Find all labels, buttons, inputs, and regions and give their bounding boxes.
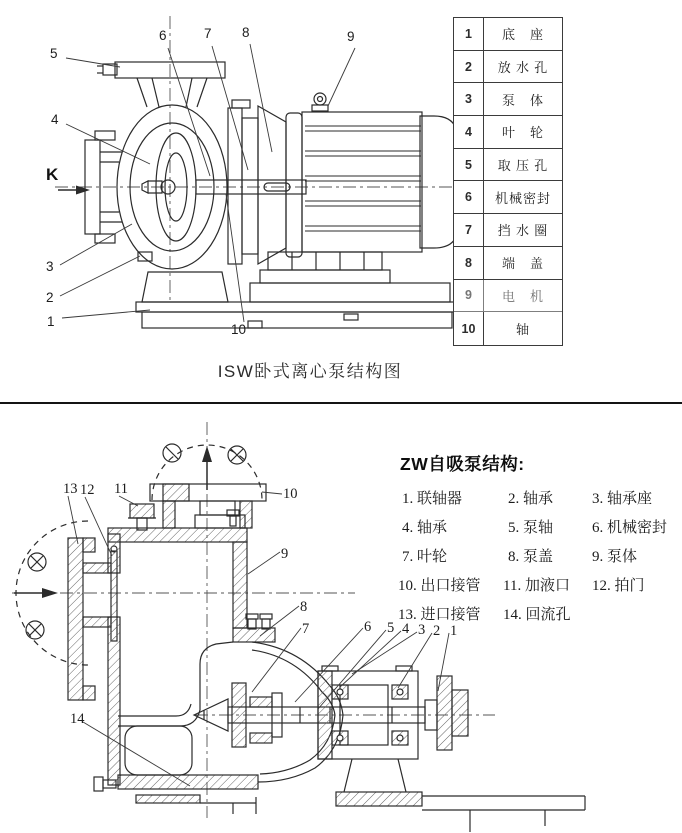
legend-item: 12. 拍门 [592, 578, 645, 594]
motor-foot [250, 252, 450, 302]
legend-item: 1. 联轴器 [402, 491, 463, 507]
part-name: 机械密封 [494, 190, 551, 206]
legend-item: 13. 进口接管 [398, 607, 481, 623]
table-row [454, 247, 562, 280]
legend-item: 9. 泵体 [592, 549, 638, 565]
seal-housing [228, 100, 286, 264]
part-name: 轴 [515, 322, 530, 338]
part-name: 取 压 孔 [497, 158, 549, 174]
table-row [454, 214, 562, 247]
inlet-pipe [68, 538, 111, 700]
inlet-arrow-icon [14, 588, 58, 598]
isw-parts-table [453, 17, 563, 346]
part-number: 7 [454, 214, 484, 246]
mechanical-seal [250, 693, 282, 743]
callout-8: 8 [300, 599, 308, 615]
isw-diagram [0, 0, 682, 404]
motor [250, 93, 458, 302]
pump-support [142, 272, 228, 302]
callout-7: 7 [204, 26, 212, 41]
callout-7: 7 [302, 621, 310, 637]
motor-fins [305, 126, 421, 231]
callout-12: 12 [80, 482, 95, 498]
part-number: 6 [454, 181, 484, 213]
coupling [425, 676, 468, 750]
callout-3: 3 [418, 622, 426, 638]
legend-item: 11. 加液口 [503, 578, 570, 594]
callout-13: 13 [63, 481, 78, 497]
legend-item: 6. 机械密封 [592, 520, 668, 536]
callout-6: 6 [159, 28, 167, 43]
part-name: 端 盖 [501, 256, 544, 272]
discharge-flange [97, 62, 225, 107]
pump-body [108, 528, 275, 789]
callout-6: 6 [364, 619, 372, 635]
legend-item: 7. 叶轮 [402, 549, 448, 565]
cover-bolts [246, 614, 272, 629]
part-number: 3 [454, 83, 484, 115]
callout-10: 10 [231, 322, 247, 337]
table-row [454, 83, 562, 116]
callout-11: 11 [114, 481, 128, 497]
table-row [454, 280, 562, 313]
callout-5: 5 [50, 46, 58, 61]
part-name: 叶 轮 [501, 125, 544, 141]
table-row [454, 312, 562, 345]
callout-4: 4 [51, 112, 59, 127]
part-name: 底 座 [501, 27, 544, 43]
discharge-flange [150, 484, 266, 528]
zw-legend-title: ZW自吸泵结构: [400, 454, 525, 474]
callout-5: 5 [387, 620, 395, 636]
base-frame [136, 302, 458, 328]
callout-1: 1 [450, 623, 458, 639]
table-row [454, 181, 562, 214]
leader-lines [60, 44, 355, 322]
part-number: 1 [454, 18, 484, 50]
callout-4: 4 [402, 621, 410, 637]
part-name: 挡 水 圈 [497, 223, 549, 239]
callout-1: 1 [47, 314, 55, 329]
part-number: 2 [454, 51, 484, 83]
legend-item: 5. 泵轴 [508, 520, 554, 536]
legend-item: 2. 轴承 [508, 491, 554, 507]
table-row [454, 18, 562, 51]
table-row [454, 149, 562, 182]
part-number: 5 [454, 149, 484, 181]
legend-item: 10. 出口接管 [398, 578, 481, 594]
legend-item: 4. 轴承 [402, 520, 448, 536]
part-number: 9 [454, 280, 484, 312]
part-name: 放 水 孔 [497, 60, 549, 76]
part-name: 电 机 [501, 288, 544, 304]
part-number: 10 [454, 312, 484, 345]
table-row [454, 116, 562, 149]
legend-item: 8. 泵盖 [508, 549, 554, 565]
outlet-arrow-icon [202, 446, 212, 490]
part-number: 4 [454, 116, 484, 148]
isw-caption: ISW卧式离心泵结构图 [217, 362, 403, 381]
callout-2: 2 [433, 623, 441, 639]
legend-item: 14. 回流孔 [503, 607, 571, 623]
callout-10: 10 [283, 486, 298, 502]
part-number: 8 [454, 247, 484, 279]
table-row [454, 51, 562, 84]
callout-9: 9 [281, 546, 289, 562]
part-name: 泵 体 [501, 92, 544, 108]
callout-9: 9 [347, 29, 355, 44]
centerlines [55, 16, 468, 300]
view-k-label: K [46, 165, 59, 184]
zw-diagram [0, 404, 682, 833]
legend-item: 3. 轴承座 [592, 491, 653, 507]
eyebolt-icon [312, 93, 328, 111]
body-foot [136, 795, 256, 814]
fill-plug [128, 504, 156, 530]
callout-14: 14 [70, 711, 85, 727]
support-foot [336, 759, 585, 832]
callout-3: 3 [46, 259, 54, 274]
callout-8: 8 [242, 25, 250, 40]
callout-2: 2 [46, 290, 54, 305]
